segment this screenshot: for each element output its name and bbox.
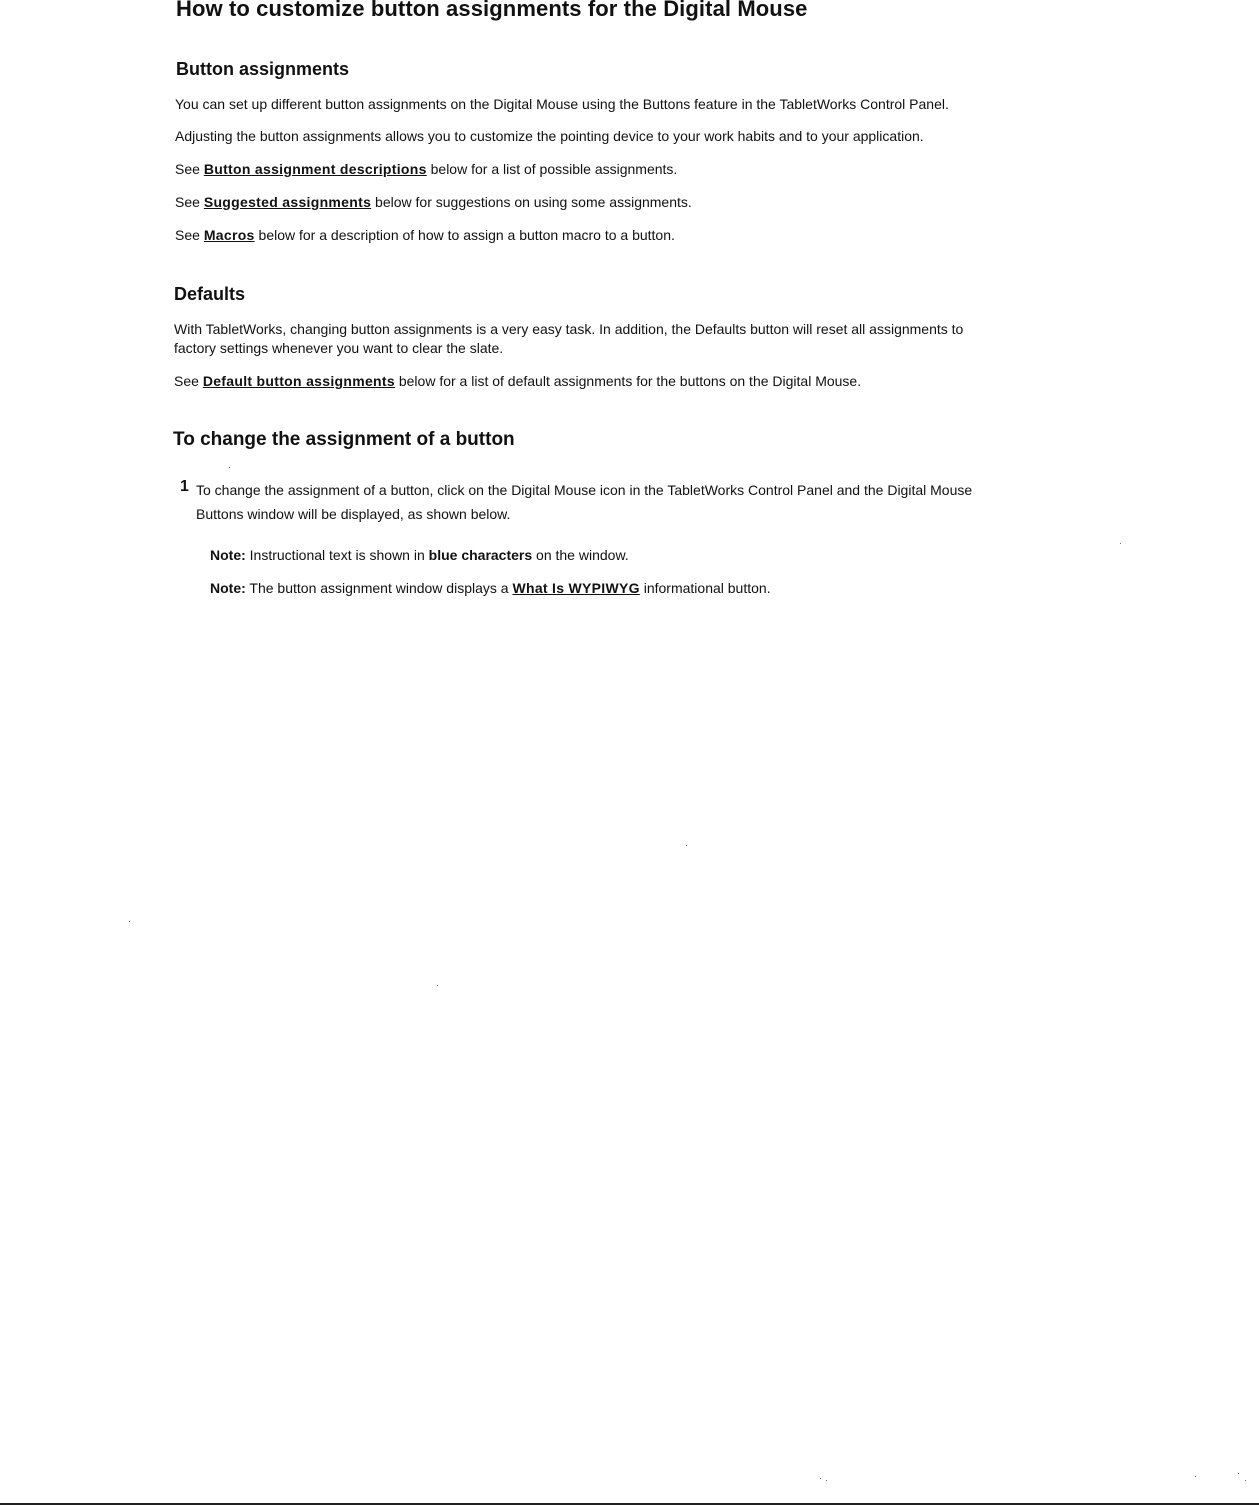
note-instructional-text: [210, 546, 629, 565]
see-prefix: See: [175, 161, 204, 177]
button-assignments-adjusting: Adjusting the button assignments allows you to customize the pointing device to your work habits and to your application.: [175, 128, 924, 144]
bottom-rule: [0, 1503, 1259, 1505]
note-label: Note:: [210, 547, 246, 563]
note-wypiwyg: [210, 579, 771, 598]
see-macros: [175, 226, 675, 245]
button-assignment-descriptions-link[interactable]: Button assignment descriptions: [203, 161, 427, 177]
note-text: informational button.: [639, 580, 771, 596]
note-label: Note:: [210, 580, 246, 596]
page-title: How to customize button assignments for the Digital Mouse: [176, 0, 808, 21]
see-prefix: See: [175, 227, 204, 243]
defaults-heading: Defaults: [174, 284, 246, 304]
scan-speck: [826, 1480, 827, 1481]
see-button-assignment-descriptions: [175, 160, 677, 179]
scan-speck: [1238, 1473, 1239, 1474]
change-assignment-heading: To change the assignment of a button: [173, 429, 515, 450]
button-assignments-intro: You can set up different button assignments on the Digital Mouse using the Buttons feature in the TabletWorks Control Panel.: [175, 96, 949, 112]
scan-speck: [1195, 1476, 1196, 1477]
step-text-line-1: To change the assignment of a button, click on the Digital Mouse icon in the TabletWorks Control Panel and the Digital Mouse: [196, 482, 973, 498]
scan-speck: [437, 985, 438, 986]
button-assignments-heading: Button assignments: [176, 59, 350, 79]
see-default-button-assignments: [174, 372, 861, 391]
step-text-line-2: Buttons window will be displayed, as shown below.: [196, 506, 511, 522]
see-suffix: below for a list of possible assignments.: [426, 161, 678, 177]
note-emphasis: blue characters: [428, 547, 533, 563]
see-prefix: See: [175, 194, 204, 210]
scan-speck: [1120, 543, 1121, 544]
note-text: The button assignment window displays a: [245, 580, 513, 596]
see-suggested-assignments: [175, 193, 692, 212]
what-is-wypiwyg-link[interactable]: What Is WYPIWYG: [512, 580, 640, 596]
scan-speck: [686, 845, 687, 846]
see-suffix: below for suggestions on using some assignments.: [371, 194, 692, 210]
note-text: on the window.: [532, 547, 629, 563]
see-suffix: below for a description of how to assign a button macro to a button.: [254, 227, 675, 243]
note-text: Instructional text is shown in: [245, 547, 429, 563]
defaults-paragraph-line-1: With TabletWorks, changing button assignments is a very easy task. In addition, the Defaults button will reset all assignments to: [174, 321, 964, 337]
scan-speck: [229, 467, 230, 468]
scan-speck: [129, 921, 130, 922]
step-number: 1: [180, 478, 189, 495]
macros-link[interactable]: Macros: [203, 227, 255, 243]
scan-speck: [1245, 1480, 1246, 1481]
default-button-assignments-link[interactable]: Default button assignments: [202, 373, 395, 389]
see-prefix: See: [174, 373, 203, 389]
defaults-paragraph-line-2: factory settings whenever you want to clear the slate.: [174, 340, 504, 356]
see-suffix: below for a list of default assignments for the buttons on the Digital Mouse.: [394, 373, 862, 389]
suggested-assignments-link[interactable]: Suggested assignments: [203, 194, 372, 210]
scan-speck: [820, 1478, 821, 1479]
